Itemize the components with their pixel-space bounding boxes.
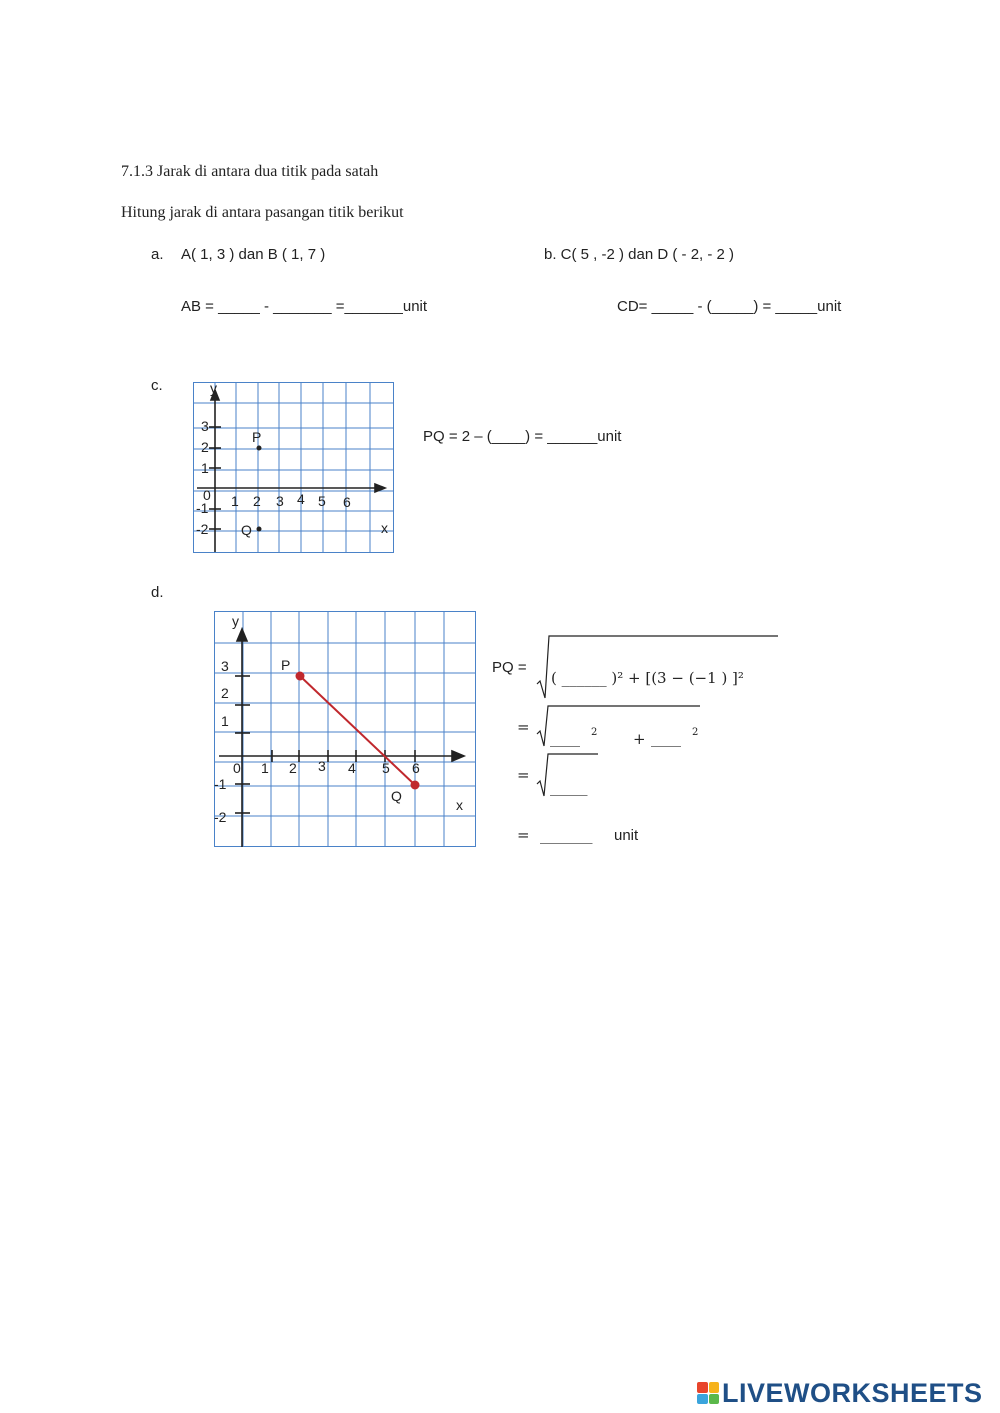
graph-d-y-tick-neg2: -2	[214, 809, 227, 825]
graph-c-x-tick-1: 1	[231, 493, 239, 509]
question-b-formula: CD= _____ - (_____) = _____unit	[617, 298, 842, 315]
question-d-root-line-1: ( ______ )² + [(3 − (−1 ) ]²	[551, 669, 744, 687]
graph-c-point-p-label: P	[252, 429, 262, 445]
question-d-eq-sign-3: =	[517, 826, 530, 844]
graph-d-x-tick-0: 0	[233, 760, 241, 776]
graph-d-y-tick-neg1: -1	[214, 776, 227, 792]
graph-c-y-label: y	[210, 381, 217, 396]
graph-c-x-tick-5: 5	[318, 493, 326, 509]
sqrt-sign-1	[536, 634, 780, 700]
graph-c-x-tick-4: 4	[297, 491, 305, 507]
question-d-plus: +	[633, 730, 646, 748]
graph-d-point-p	[296, 672, 305, 681]
question-a-label: a.	[151, 246, 164, 263]
graph-d-x-tick-3: 3	[318, 758, 326, 774]
liveworksheets-logo-text: LIVEWORKSHEETS	[722, 1377, 983, 1408]
graph-c-y-tick-neg1: -1	[196, 500, 209, 516]
graph-d-y-label: y	[232, 613, 239, 630]
graph-c-y-tick-2: 2	[201, 439, 209, 455]
question-d-eq-sign-1: =	[517, 718, 530, 736]
question-d-eq-sign-2: =	[517, 766, 530, 784]
graph-c-x-label: x	[381, 520, 388, 536]
question-c-label: c.	[151, 377, 163, 394]
question-d-unit: unit	[614, 827, 639, 844]
graph-c-x-tick-2: 2	[253, 493, 261, 509]
question-d-blank-sq-a: ____	[550, 729, 580, 747]
instruction-text: Hitung jarak di antara pasangan titik berikut	[121, 204, 404, 221]
graph-d-x-tick-1: 1	[261, 760, 269, 776]
question-a-points: A( 1, 3 ) dan B ( 1, 7 )	[181, 246, 326, 263]
graph-c-point-q-label: Q	[241, 522, 252, 538]
graph-c-y-tick-1: 1	[201, 460, 209, 476]
graph-d-point-q-label: Q	[391, 788, 402, 804]
graph-c-grid	[193, 382, 394, 553]
graph-c-y-tick-neg2: -2	[196, 521, 209, 537]
graph-d-point-q	[411, 781, 420, 790]
question-b-points: b. C( 5 , -2 ) dan D ( - 2, - 2 )	[544, 246, 735, 263]
graph-c-point-p	[257, 446, 262, 451]
question-d-blank-sq-b: ____	[651, 729, 681, 747]
graph-d-x-tick-2: 2	[289, 760, 297, 776]
graph-c-x-tick-6: 6	[343, 494, 351, 510]
question-a-formula: AB = _____ - _______ =_______unit	[181, 298, 428, 315]
graph-d	[213, 609, 477, 849]
graph-d-grid	[214, 611, 476, 847]
graph-d-y-tick-1: 1	[221, 713, 229, 729]
graph-d-y-tick-3: 3	[221, 658, 229, 674]
liveworksheets-logo-icon	[697, 1382, 719, 1404]
liveworksheets-logo	[697, 1378, 983, 1408]
graph-d-x-label: x	[456, 797, 463, 813]
question-d-blank-root: _____	[550, 778, 588, 796]
graph-c-y-tick-3: 3	[201, 418, 209, 434]
question-c-formula: PQ = 2 – (____) = ______unit	[423, 428, 622, 445]
question-d-sup-a: 2	[591, 727, 598, 738]
graph-c-axes	[197, 390, 385, 552]
graph-d-axes	[219, 629, 464, 847]
graph-d-point-p-label: P	[281, 657, 291, 673]
graph-c-x-tick-0: 0	[203, 487, 211, 503]
graph-d-y-tick-2: 2	[221, 685, 229, 701]
question-d-sup-b: 2	[692, 727, 699, 738]
graph-d-x-tick-6: 6	[412, 760, 420, 776]
question-d-label: d.	[151, 584, 164, 601]
graph-d-x-tick-5: 5	[382, 760, 390, 776]
section-title: 7.1.3 Jarak di antara dua titik pada satah	[121, 163, 379, 180]
graph-c-point-q	[257, 527, 262, 532]
graph-d-x-tick-4: 4	[348, 760, 356, 776]
graph-c-x-tick-3: 3	[276, 493, 284, 509]
question-d-pq-label: PQ =	[492, 659, 527, 676]
graph-c	[193, 381, 395, 555]
question-d-blank-final: _______	[540, 826, 593, 844]
